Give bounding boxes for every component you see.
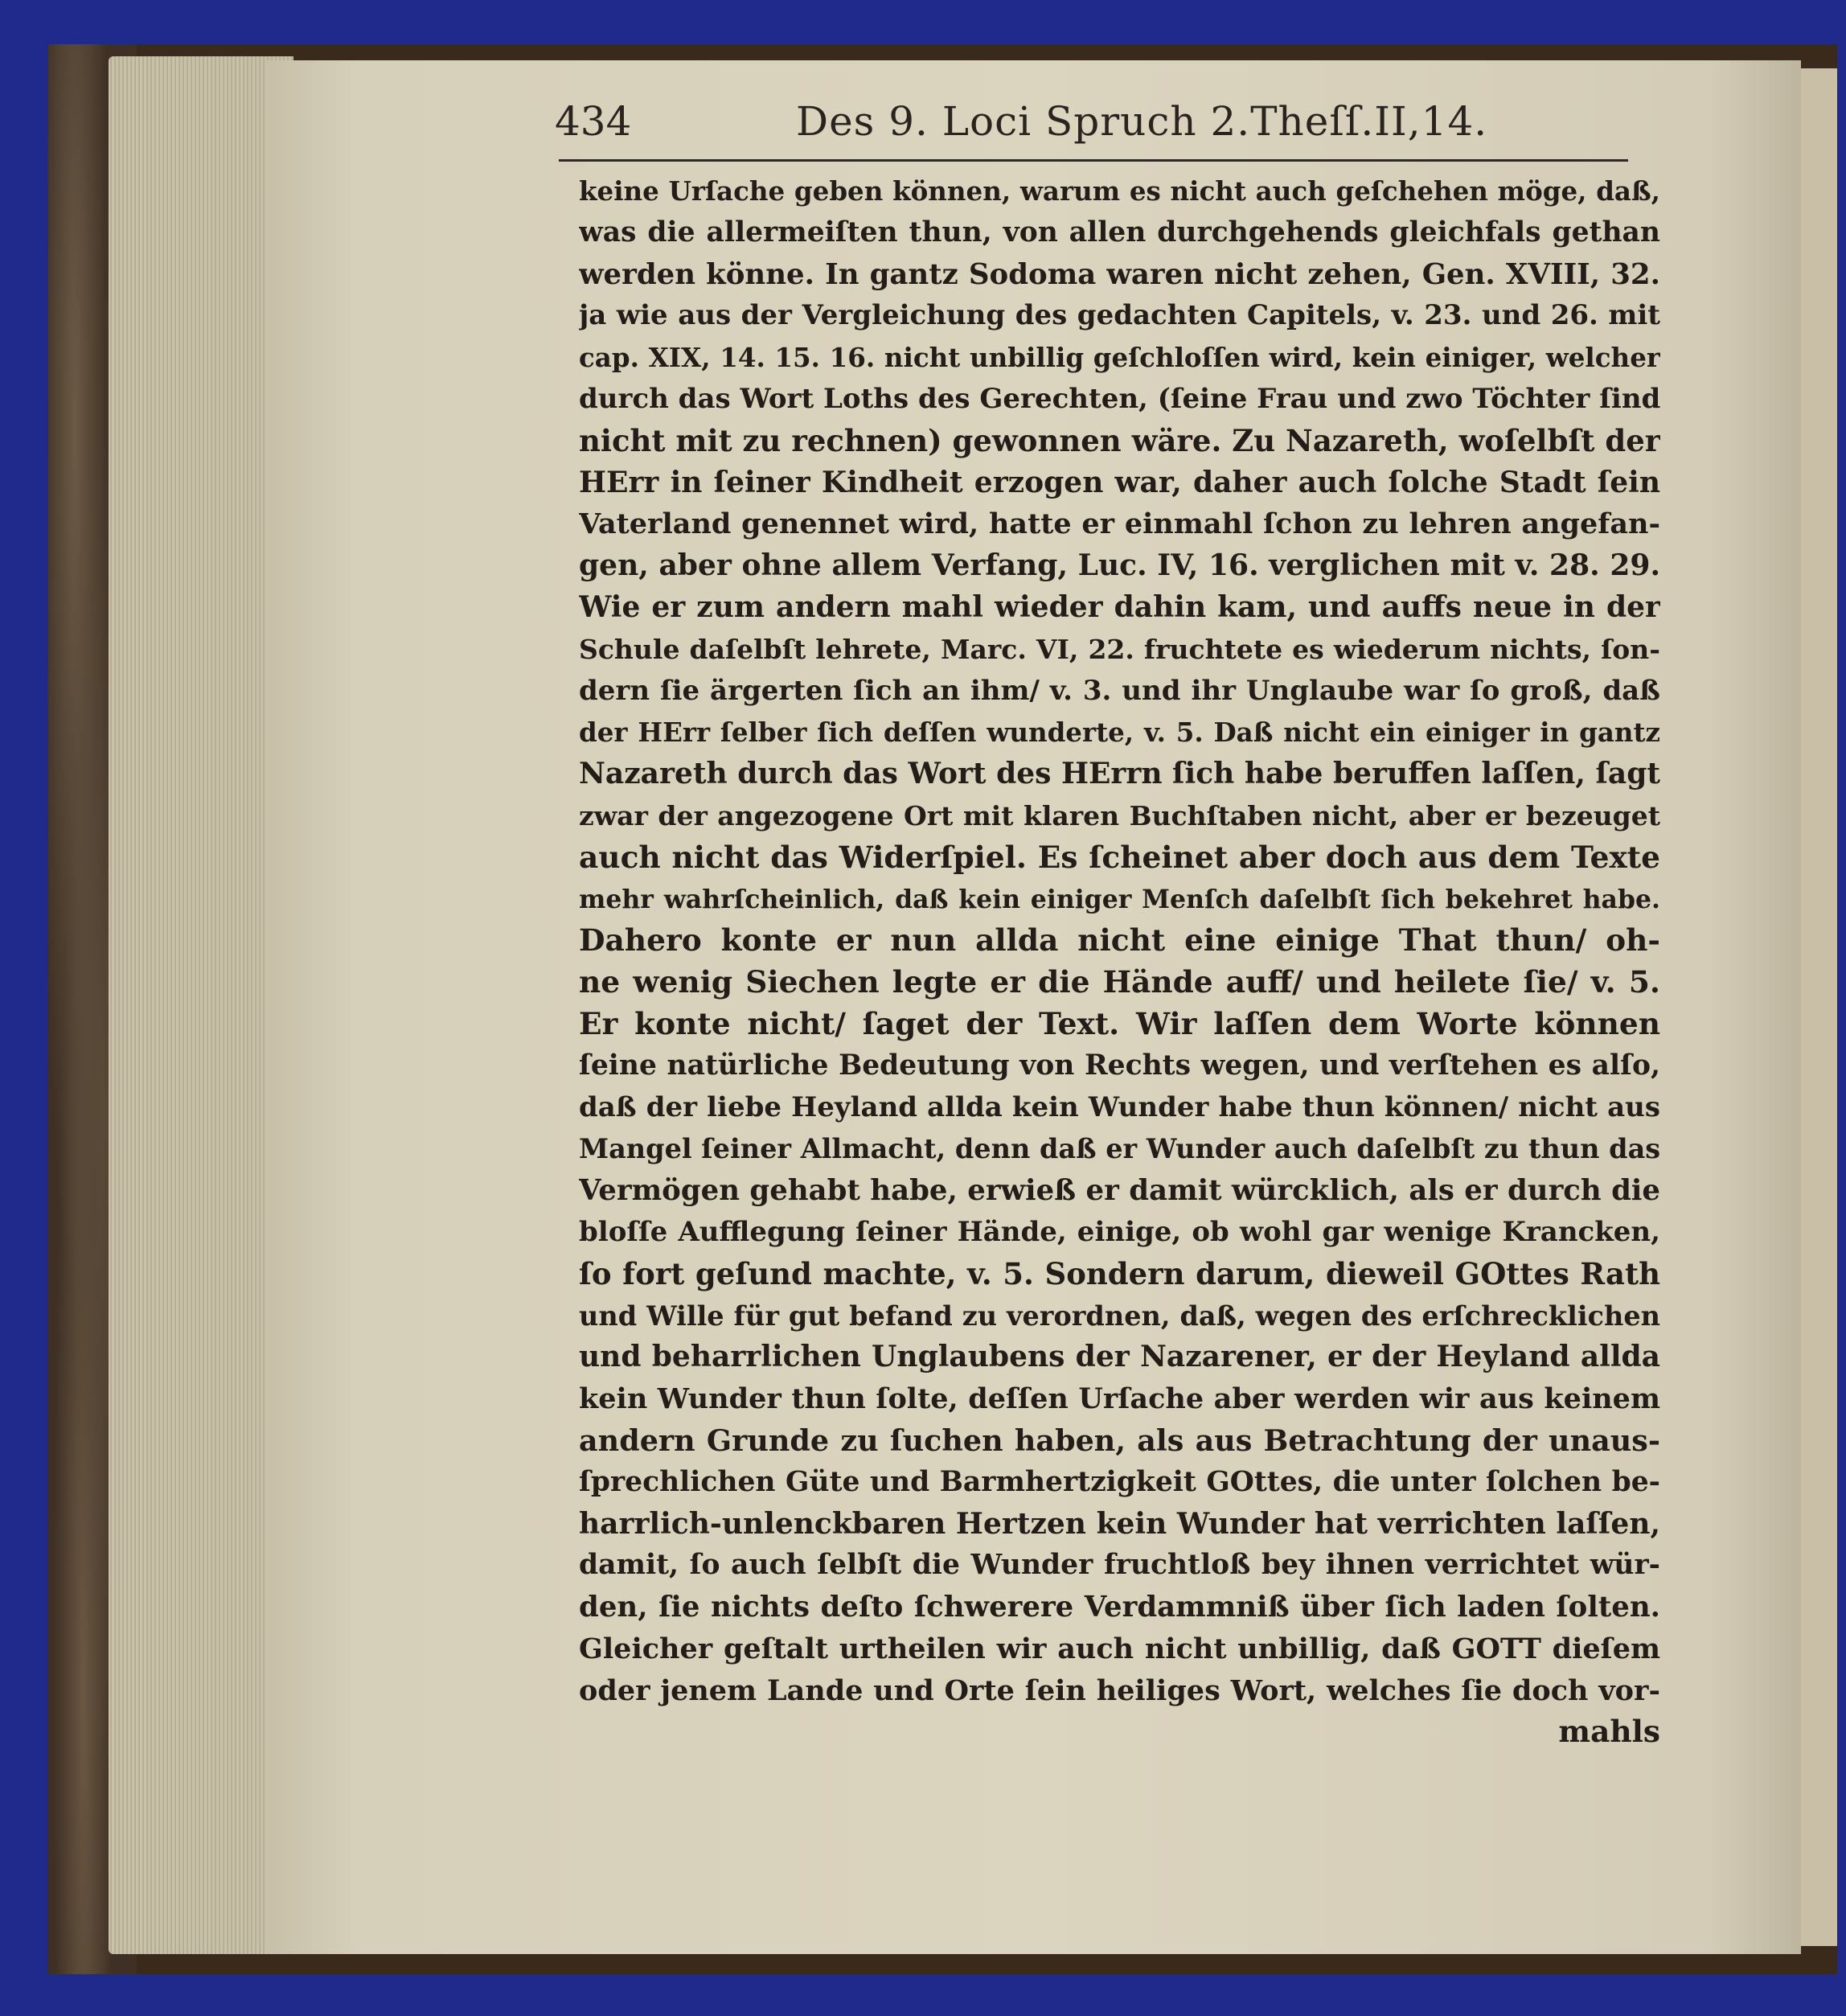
text-line: andern Grunde zu ſuchen haben, als aus Betrachtung der unaus- (579, 1423, 1660, 1458)
text-line: Dahero konte er nun allda nicht eine einige That thun/ oh- (579, 922, 1660, 959)
text-line: dern ſie ärgerten ſich an ihm/ v. 3. und ihr Unglaube war ſo groß, daß (579, 674, 1660, 707)
text-line: Vaterland genennet wird, hatte er einmahl ſchon zu lehren angefan- (579, 507, 1660, 541)
text-line: bloſſe Aufflegung ſeiner Hände, einige, ob wohl gar wenige Krancken, (579, 1215, 1660, 1248)
text-line: gen, aber ohne allem Verfang, Luc. IV, 16. verglichen mit v. 28. 29. (579, 548, 1660, 583)
text-line: Gleicher geſtalt urtheilen wir auch nicht unbillig, daß GOTT dieſem (579, 1632, 1660, 1665)
text-line: nicht mit zu rechnen) gewonnen wäre. Zu Nazareth, woſelbſt der (579, 422, 1660, 458)
text-line: keine Urſache geben können, warum es nicht auch geſchehen möge, daß, (579, 175, 1660, 207)
text-line: ſeine natürliche Bedeutung von Rechts wegen, und verſtehen es alſo, (579, 1049, 1660, 1082)
text-line: ſo fort geſund machte, v. 5. Sondern darum, dieweil GOttes Rath (579, 1255, 1660, 1291)
text-line: den, ſie nichts deſto ſchwerere Verdammniß über ſich laden ſolten. (579, 1591, 1660, 1624)
text-line: zwar der angezogene Ort mit klaren Buchſtaben nicht, aber er bezeuget (579, 799, 1660, 831)
text-line: oder jenem Lande und Orte ſein heiliges Wort, welches ſie doch vor- (579, 1673, 1660, 1707)
facing-page-edge (1801, 68, 1837, 1946)
text-line: Nazareth durch das Wort des HErrn ſich habe beruffen laſſen, ſagt (579, 757, 1660, 791)
body-text (579, 170, 1660, 1753)
page-number: 434 (555, 98, 632, 145)
text-line: Vermögen gehabt habe, erwieß er damit würcklich, als er durch die (579, 1174, 1660, 1208)
text-line: harrlich-unlenckbaren Hertzen kein Wunder hat verrichten laſſen, (579, 1506, 1660, 1541)
text-line: HErr in ſeiner Kindheit erzogen war, daher auch ſolche Stadt ſein (579, 465, 1660, 499)
text-line: und beharrlichen Unglaubens der Nazarener, er der Heyland allda (579, 1340, 1660, 1374)
catchword: mahls (1558, 1714, 1660, 1750)
text-line: kein Wunder thun ſolte, deſſen Urſache aber werden wir aus keinem (579, 1382, 1660, 1416)
text-line: Er konte nicht/ ſaget der Text. Wir laſſen dem Worte können (579, 1005, 1660, 1041)
text-line: cap. XIX, 14. 15. 16. nicht unbillig geſchloſſen wird, kein einiger, welcher (579, 342, 1660, 374)
text-line: daß der liebe Heyland allda kein Wunder habe thun können/ nicht aus (579, 1090, 1660, 1123)
text-line: durch das Wort Loths des Gerechten, (ſeine Frau und zwo Töchter ſind (579, 382, 1660, 415)
text-line: ſprechlichen Güte und Barmhertzigkeit GOttes, die unter ſolchen be- (579, 1465, 1660, 1498)
header-rule (559, 159, 1628, 162)
text-line: mehr wahrſcheinlich, daß kein einiger Menſch daſelbſt ſich bekehret habe. (579, 884, 1660, 914)
running-head: Des 9. Loci Spruch 2.Theſſ.II,14. (796, 98, 1488, 145)
page-header (555, 98, 1696, 154)
text-line: und Wille für gut befand zu verordnen, daß, wegen des erſchrecklichen (579, 1300, 1660, 1332)
text-line: ja wie aus der Vergleichung des gedachten Capitels, v. 23. und 26. mit (579, 299, 1660, 332)
text-line: Wie er zum andern mahl wieder dahin kam, und auffs neue in der (579, 589, 1660, 624)
text-line: Mangel ſeiner Allmacht, denn daß er Wunder auch daſelbſt zu thun das (579, 1133, 1660, 1165)
text-line: der HErr ſelber ſich deſſen wunderte, v. 5. Daß nicht ein einiger in gantz (579, 716, 1660, 749)
text-line: Schule daſelbſt lehrete, Marc. VI, 22. fruchtete es wiederum nichts, ſon- (579, 633, 1660, 665)
text-line: was die allermeiſten thun, von allen durchgehends gleichfals gethan (579, 216, 1660, 248)
text-line: auch nicht das Widerſpiel. Es ſcheinet aber doch aus dem Texte (579, 839, 1660, 875)
text-line: werden könne. In gantz Sodoma waren nicht zehen, Gen. XVIII, 32. (579, 257, 1660, 291)
text-line: damit, ſo auch ſelbſt die Wunder fruchtloß bey ihnen verrichtet wür- (579, 1549, 1660, 1582)
text-line: ne wenig Siechen legte er die Hände auff/ und heilete ſie/ v. 5. (579, 964, 1660, 1000)
